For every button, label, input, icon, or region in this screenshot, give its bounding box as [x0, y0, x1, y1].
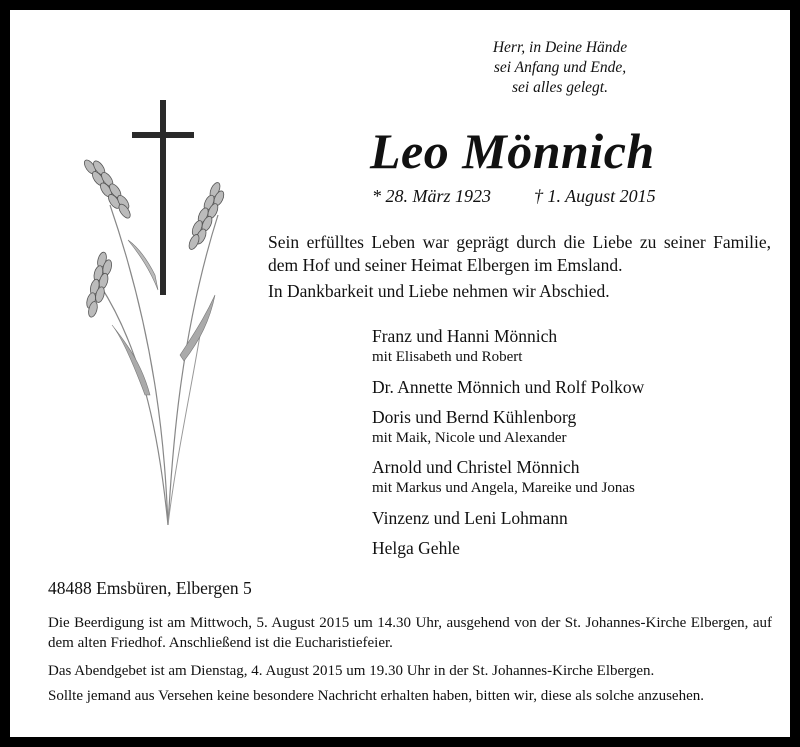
funeral-notice: Die Beerdigung ist am Mittwoch, 5. August 2015 um 14.30 Uhr, ausgehend von der St. Johannes-Kirche Elbergen, auf dem alten Friedhof. Anschließend ist die Eucharistiefeier.	[48, 615, 772, 651]
mourner-children: mit Markus und Angela, Mareike und Jonas	[372, 480, 635, 496]
tribute-text: Sein erfülltes Leben war geprägt durch die Liebe zu seiner Familie, dem Hof und seiner Heimat Elbergen im Emsland.	[268, 232, 771, 275]
verse	[410, 38, 710, 98]
mourner-entry	[372, 376, 644, 398]
verse-line-3: sei alles gelegt.	[512, 79, 608, 96]
mourner-entry	[372, 325, 557, 367]
mourner-name: Dr. Annette Mönnich und Rolf Polkow	[372, 377, 645, 397]
verse-line-1: Herr, in Deine Hände	[492, 39, 628, 56]
mourner-name: Arnold und Christel Mönnich	[372, 457, 580, 477]
mourner-entry	[372, 537, 460, 559]
mourner-children: mit Maik, Nicole und Alexander	[372, 430, 567, 446]
mourner-entry	[372, 406, 576, 448]
verse-line-2: sei Anfang und Ende,	[493, 59, 627, 76]
prayer-notice: Das Abendgebet ist am Dienstag, 4. August 2015 um 19.30 Uhr in der St. Johannes-Kirche Elbergen.	[48, 663, 655, 679]
deceased-name: Leo Mönnich	[370, 123, 655, 179]
farewell-text: In Dankbarkeit und Liebe nehmen wir Abschied.	[268, 281, 610, 301]
address: 48488 Emsbüren, Elbergen 5	[48, 578, 252, 598]
mourner-name: Vinzenz und Leni Lohmann	[372, 508, 568, 528]
death-date: † 1. August 2015	[534, 186, 656, 206]
cross-with-wheat-icon	[50, 95, 250, 535]
notification-disclaimer: Sollte jemand aus Versehen keine besondere Nachricht erhalten haben, bitten wir, diese als solche anzusehen.	[48, 688, 704, 704]
mourner-name: Doris und Bernd Kühlenborg	[372, 407, 577, 427]
mourner-children: mit Elisabeth und Robert	[372, 349, 523, 365]
mourner-name: Franz und Hanni Mönnich	[372, 326, 558, 346]
mourner-entry	[372, 456, 635, 498]
birth-date: * 28. März 1923	[372, 186, 492, 206]
mourner-entry	[372, 507, 568, 529]
mourner-name: Helga Gehle	[372, 538, 460, 558]
